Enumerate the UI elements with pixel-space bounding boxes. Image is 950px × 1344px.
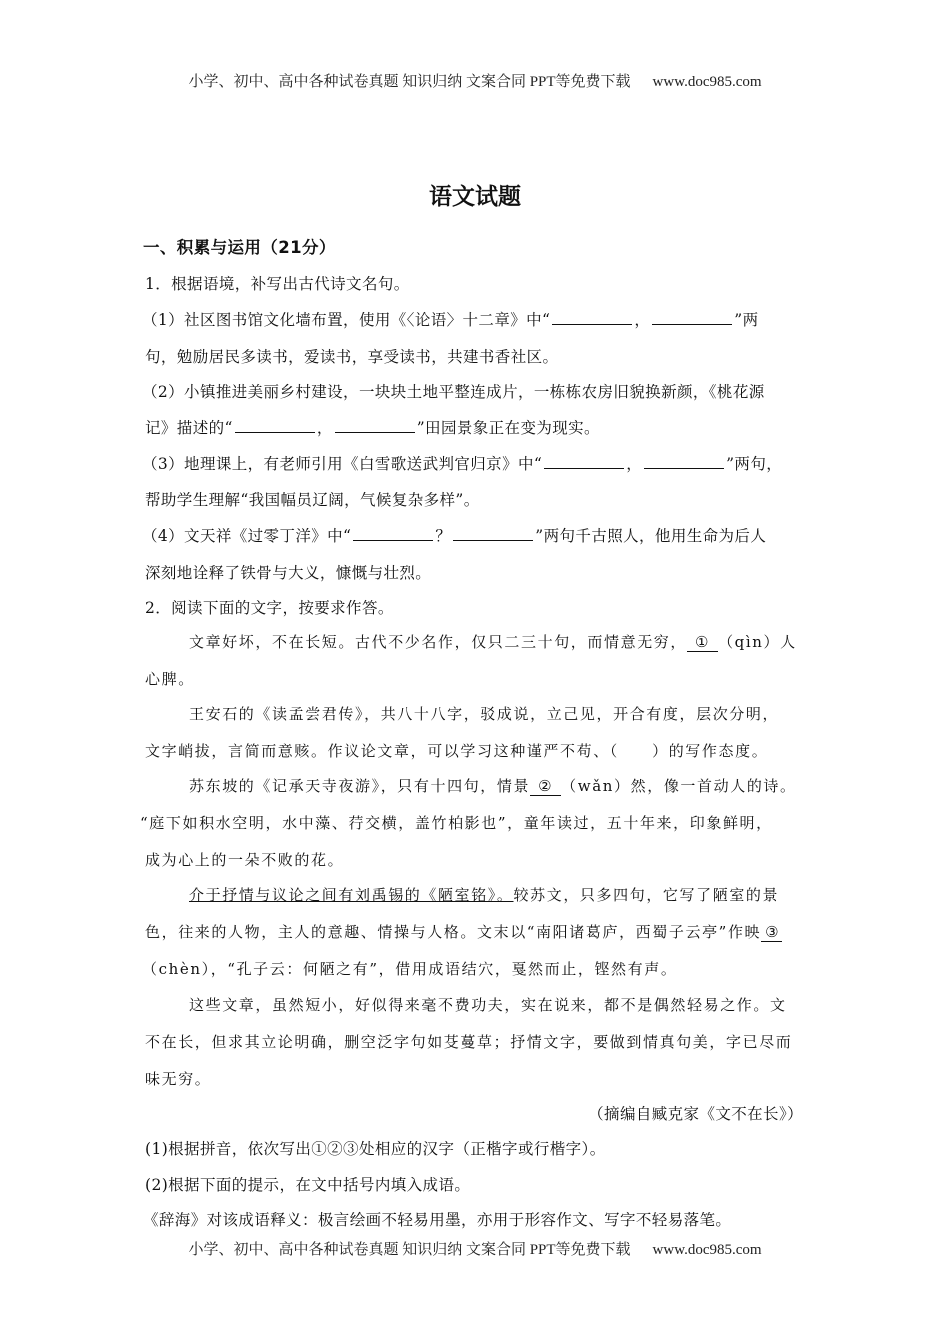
header-text: 小学、初中、高中各种试卷真题 知识归纳 文案合同 PPT等免费下载 bbox=[188, 74, 631, 90]
passage-para3-cont: “庭下如积水空明，水中藻、荇交横，盖竹柏影也”，童年读过，五十年来，印象鲜明， bbox=[140, 814, 773, 832]
q1-part1-text: （1）社区图书馆文化墙布置，使用《〈论语〉十二章》中“ bbox=[142, 311, 551, 329]
q1-part1-cont: 句，勉励居民多读书，爱读书，享受读书，共建书香社区。 bbox=[145, 348, 559, 366]
answer-blank[interactable] bbox=[544, 454, 624, 469]
answer-blank[interactable] bbox=[652, 310, 732, 325]
para-text: （wǎn）然，像一首动人的诗。 bbox=[561, 777, 797, 795]
page-title: 语文试题 bbox=[429, 184, 521, 210]
q1-part2: （2）小镇推进美丽乡村建设，一块块土地平整连成片，一栋栋农房旧貌换新颜，《桃花源 bbox=[142, 383, 765, 401]
q1-part3-text: （3）地理课上，有老师引用《白雪歌送武判官归京》中“ bbox=[142, 455, 543, 473]
para-text: 苏东坡的《记承天寺夜游》，只有十四句，情景 bbox=[189, 777, 531, 795]
q1-part2-tail: ”田园景象正在变为现实。 bbox=[416, 419, 600, 437]
passage-para2: 王安石的《读孟尝君传》，共八十八字，驳成说，立己见，开合有度，层次分明， bbox=[189, 705, 780, 723]
answer-blank[interactable] bbox=[644, 454, 724, 469]
underlined-sentence: 介于抒情与议论之间有刘禹锡的《陋室铭》。 bbox=[189, 886, 514, 904]
separator: ， bbox=[634, 311, 651, 329]
blank-marker-1[interactable]: ① bbox=[687, 634, 718, 652]
q2-sub2: (2)根据下面的提示，在文中括号内填入成语。 bbox=[145, 1176, 471, 1194]
q1-part1-tail: ”两 bbox=[734, 311, 759, 329]
footer-url: www.doc985.com bbox=[652, 1242, 762, 1258]
passage-para2-cont: 文字峭拔，言简而意赅。作议论文章，可以学习这种谨严不苟、（ ）的写作态度。 bbox=[145, 742, 769, 760]
section-heading: 一、积累与运用（21分） bbox=[143, 238, 336, 257]
q2-sub1: (1)根据拼音，依次写出①②③处相应的汉字（正楷字或行楷字）。 bbox=[145, 1140, 606, 1158]
q1-part2-cont bbox=[145, 416, 810, 438]
q1-part4-cont: 深刻地诠释了铁骨与大义，慷慨与壮烈。 bbox=[145, 564, 432, 582]
blank-marker-2[interactable]: ② bbox=[530, 778, 561, 796]
passage-para5-end: 味无穷。 bbox=[145, 1070, 212, 1088]
q2-stem: 2．阅读下面的文字，按要求作答。 bbox=[145, 599, 394, 617]
para-text: 文章好坏，不在长短。古代不少名作，仅只二三十句，而情意无穷， bbox=[189, 633, 688, 651]
answer-blank[interactable] bbox=[453, 526, 533, 541]
para-text: （qìn）人 bbox=[718, 633, 797, 651]
q1-part2-text: 记》描述的“ bbox=[145, 419, 233, 437]
answer-blank[interactable] bbox=[335, 418, 415, 433]
answer-blank[interactable] bbox=[235, 418, 315, 433]
passage-source: （摘编自臧克家《文不在长》） bbox=[588, 1105, 803, 1123]
passage-para3 bbox=[145, 775, 854, 796]
passage-para3-end: 成为心上的一朵不败的花。 bbox=[145, 851, 345, 869]
q2-hint: 《辞海》对该成语释义：极言绘画不轻易用墨，亦用于形容作文、写字不轻易落笔。 bbox=[143, 1211, 732, 1229]
passage-para4 bbox=[145, 884, 854, 905]
blank-marker-3[interactable]: ③ bbox=[761, 924, 782, 942]
passage-para4-cont bbox=[145, 921, 810, 942]
page-footer bbox=[0, 1238, 950, 1259]
q1-part3 bbox=[142, 452, 807, 474]
separator: ， bbox=[626, 455, 643, 473]
passage-para5-cont: 不在长，但求其立论明确，删空泛字句如芟蔓草；抒情文字，要做到情真句美，字已尽而 bbox=[145, 1033, 793, 1051]
header-url: www.doc985.com bbox=[652, 74, 762, 90]
para-text: 色，往来的人物，主人的意趣、情操与人格。文末以“南阳诸葛庐，西蜀子云亭”作映 bbox=[145, 923, 762, 941]
page-header bbox=[0, 70, 950, 91]
separator: ， bbox=[316, 419, 333, 437]
q1-part4-tail: ”两句千古照人，他用生命为后人 bbox=[535, 527, 767, 545]
q1-part3-cont: 帮助学生理解“我国幅员辽阔，气候复杂多样”。 bbox=[145, 491, 480, 509]
q1-part3-tail: ”两句， bbox=[726, 455, 783, 473]
footer-text: 小学、初中、高中各种试卷真题 知识归纳 文案合同 PPT等免费下载 bbox=[188, 1242, 631, 1258]
passage-para1-cont: 心脾。 bbox=[145, 670, 195, 688]
q1-part4-text: （4）文天祥《过零丁洋》中“ bbox=[142, 527, 352, 545]
separator: ？ bbox=[435, 527, 452, 545]
q1-part1 bbox=[142, 308, 807, 330]
passage-para5: 这些文章，虽然短小，好似得来毫不费功夫，实在说来，都不是偶然轻易之作。文 bbox=[189, 996, 787, 1014]
para-text: 较苏文，只多四句，它写了陋室的景 bbox=[513, 886, 780, 904]
answer-blank[interactable] bbox=[552, 310, 632, 325]
passage-para1 bbox=[145, 631, 854, 652]
q1-stem: 1．根据语境，补写出古代诗文名句。 bbox=[145, 275, 410, 293]
passage-para4-end: （chèn），“孔子云：何陋之有”，借用成语结穴，戛然而止，铿然有声。 bbox=[142, 960, 678, 978]
q1-part4 bbox=[142, 524, 807, 546]
answer-blank[interactable] bbox=[353, 526, 433, 541]
